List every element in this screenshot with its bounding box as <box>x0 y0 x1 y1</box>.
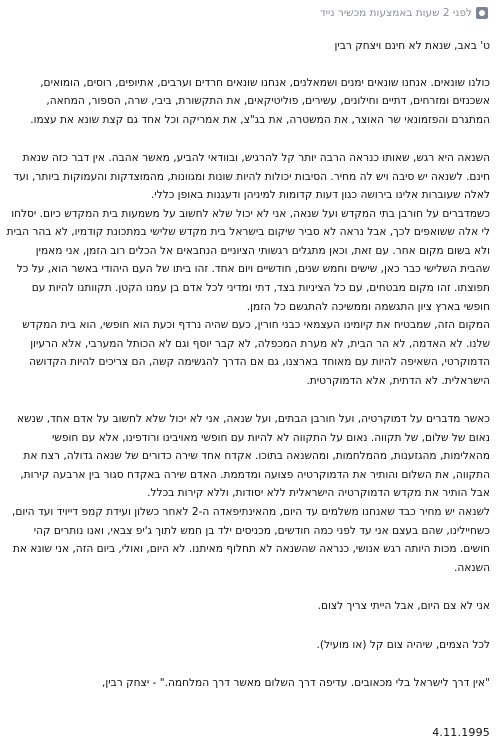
paragraph: אני לא צם היום, אבל הייתי צריך לצום. <box>317 600 490 613</box>
paragraph: השנאה היא רגש, שאותו כנראה הרבה יותר קל להרגיש, ובוודאי להביע, מאשר אהבה. אין דבר כזה שנאת חינם. לשנאה יש סיבה ויש לה מחיר. הסיבות יכולות להיות שונות ומגוונות, מהמוצדקות והעמוקות ביותר, ועד לאלה שעוברות אלינו בירושה כגון דעות קדומות למיניהן ודעגנות באופן כללי. <box>13 152 490 202</box>
paragraph: כאשר מדברים על דמוקרטיה, ועל חורבן הבתים, ועל שנאה, אני לא יכול שלא לחשוב על אדם אחד, שנשא נאום של שלום, של תקווה. נאום על התקווה לא להיות עם חופשי מאויבינו ורודפינו, אלא עם חופשי מהאלימות, מהגזענות, מהמלחמות, ומהשנאה בתוכו. אקדח אחד שירה כדורים של שנאה גדולה, רצח את התקווה, את השלום והותיר את הדמוקרטיה פצועה ומדממת. האדם שירה באקדח סגור בין ארבעה קירות, אבל הותיר את מקדש הדמוקרטיה הישראלית ללא יסודות, וללא קירות בכלל. <box>17 413 490 500</box>
paragraph: לשנאה יש מחיר כבד שאנחנו משלמים עד היום, מהאינתיפאדה ה-2 לאחר כשלון ועידת קמפ דייויד ועד היום, כשחיילינו, שהם בעצם אני עד לפני כמה חודשים, מכניסים ילד בן חמש לתוך ג'יפ צבאי, ואנו נותרים קהי חושים. מכות היותה רגש אנושי, כנראה שהשנאה לא תחלוף מאיתנו. לא היום, ואולי, ביום הזה, אני שונא את השנאה. <box>11 506 490 574</box>
post-title: ט' באב, שנאת לא חינם ויצחק רבין <box>334 40 490 52</box>
paragraph: לכל הצמים, שיהיה צום קל (או מועיל). <box>316 638 490 651</box>
gear-icon[interactable] <box>476 7 488 19</box>
post-meta <box>320 6 488 20</box>
post-timestamp[interactable]: לפני 2 שעות באמצעות מכשיר נייד <box>319 7 472 19</box>
post-body <box>6 37 490 693</box>
paragraph: כולנו שונאים. אנחנו שונאים ימנים ושמאלנים, אנחנו שונאים חרדים וערבים, אתיופים, רוסים, הומואים, אשכנזים ומזרחים, דתיים וחילונים, עשירים, פוליטיקאים, את התקשורת, ביבי, שרה, הספור, המחאה, המתגרם והפזמונאי שר האוצר, את המשטרה, את בג"צ, את אמריקה וכל אחד גם קצת שונא את עצמו. <box>30 76 490 126</box>
quote: "אין דרך לישראל בלי מכאובים. עדיפה דרך השלום מאשר דרך המלחמה." - יצחק רבין, <box>102 677 490 690</box>
quote-date: 4.11.1995 <box>432 726 490 739</box>
paragraph: כשמדברים על חורבן בתי המקדש ועל שנאה, אני לא יכול שלא לחשוב על משמעות בית המקדש כיום. יסלחו לי אלה ששואפים לכך, אבל נראה לא סביר שיקום בישראל בית מקדש שלישי במתכונת קודמיו, לא בהר הבית ולא בשום מקום אחר. עם זאת, וכאן מתגלים רגשותי הציוניים הנחבאים אל הכלים רוב הזמן, אני מאמין שהבית השלישי כבר כאן, שישים וחמש שנים, חודשיים ויום אחד. זהו ביתו של העם היהודי באשר הוא, על כל תפוצתו. זהו מקום מבטחים, עם כל הציניות בצד, דתי ומדיני לכל אדם בן עמנו הקטן. תקוותנו להיות עם חופשי בארץ ציון התגשמה וממשיכה להתגשם כל הזמן. <box>6 207 490 313</box>
paragraph: המקום הזה, שמבטיח את קיומינו העצמאי כבני חורין, כעם שהיה נרדף וכעת הוא חופשי, הוא בית המקדש שלנו. לא האדמה, לא הר הבית, לא מערת המכפלה, לא קבר יוסף וגם לא הכותל המערבי, אלא הרעיון הדמוקרטי, השאיפה להיות עם מאוחד בארצנו, גם אם הדרך להגשימה קשה, הם צריכים להיות הקדושה הישראלית. לא הדתית, אלא הדמוקרטית. <box>22 319 490 387</box>
